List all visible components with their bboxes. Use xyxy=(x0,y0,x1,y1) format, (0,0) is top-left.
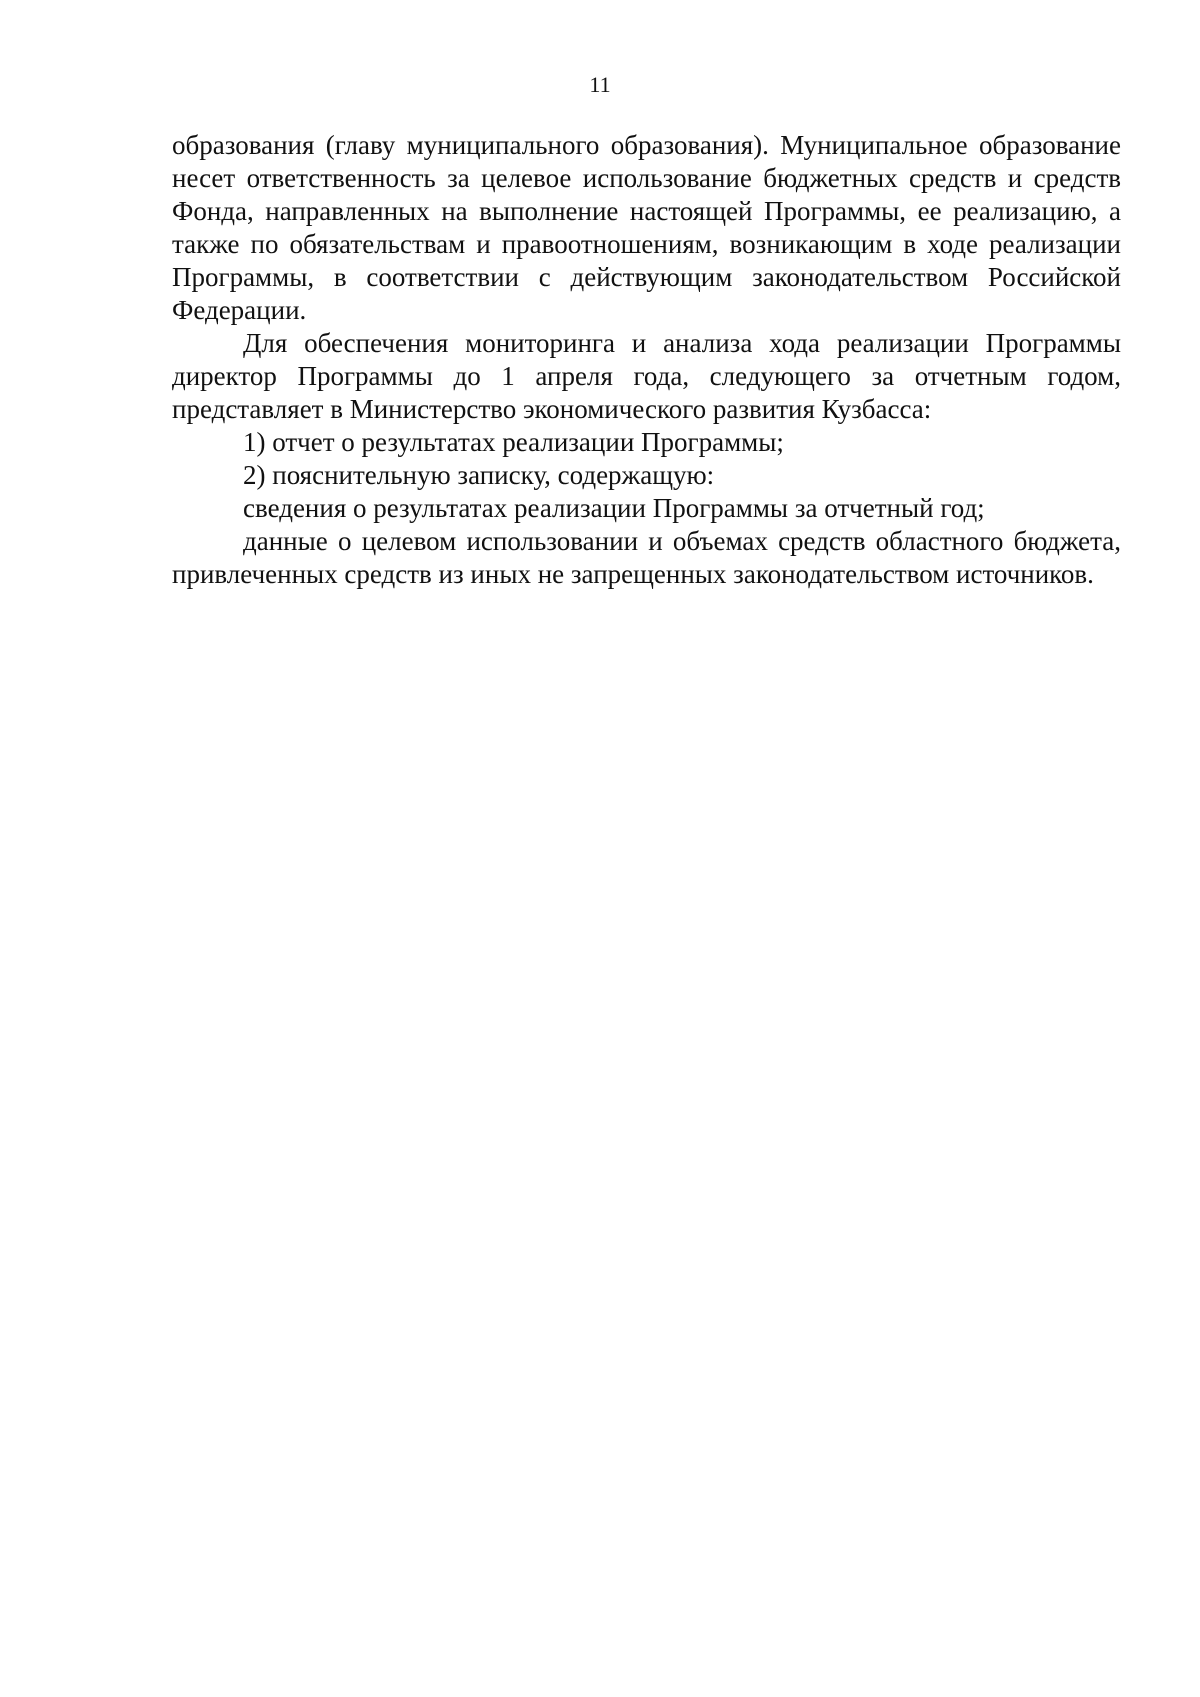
paragraph-results-info: сведения о результатах реализации Программы за отчетный год; xyxy=(243,493,985,523)
list-item-report: 1) отчет о результатах реализации Программы; xyxy=(243,427,784,457)
page-number: 11 xyxy=(589,72,611,97)
document-body xyxy=(172,129,1121,591)
paragraph-funds-data: данные о целевом использовании и объемах средств областного бюджета, привлеченных средств из иных не запрещенных законодательством источников. xyxy=(172,526,1121,589)
paragraph-monitoring: Для обеспечения мониторинга и анализа хода реализации Программы директор Программы до 1 апреля года, следующего за отчетным годом, представляет в Министерство экономического развития Кузбасса: xyxy=(172,328,1121,424)
list-item-explanatory-note: 2) пояснительную записку, содержащую: xyxy=(243,460,715,490)
paragraph-responsibility: образования (главу муниципального образования). Муниципальное образование несет ответственность за целевое использование бюджетных средств и средств Фонда, направленных на выполнение настоящей Программы, ее реализацию, а также по обязательствам и правоотношениям, возникающим в ходе реализации Программы, в соответствии с действующим законодательством Российской Федерации. xyxy=(172,130,1121,325)
